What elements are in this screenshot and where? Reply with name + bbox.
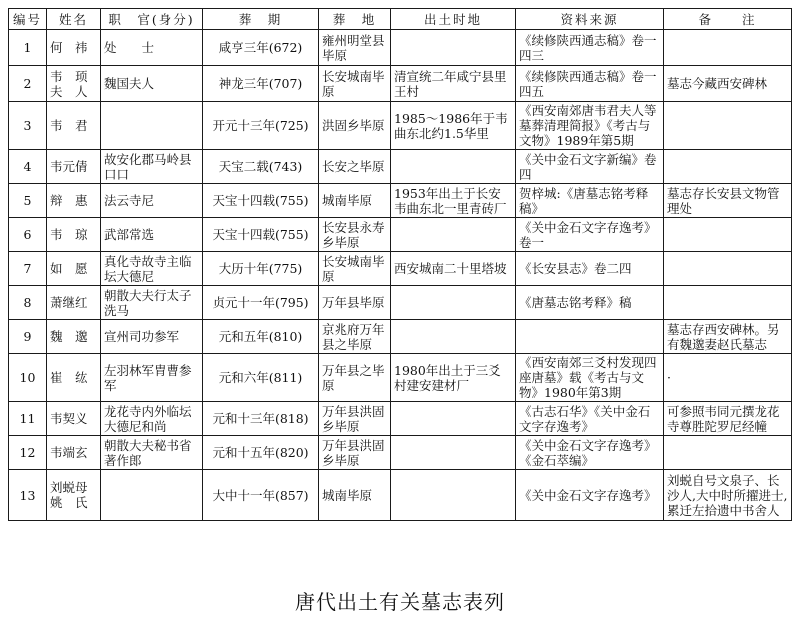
cell-source: 《西安南郊唐韦君夫人等墓葬清理简报》《考古与文物》1989年第5期 (516, 102, 664, 150)
cell-source: 《关中金石文字存逸考》 (516, 470, 664, 521)
cell-name: 崔 纮 (47, 354, 101, 402)
cell-source: 《关中金石文字存逸考》卷一 (516, 218, 664, 252)
table-row (9, 184, 792, 218)
cell-office: 宣州司功参军 (101, 320, 203, 354)
cell-office: 魏国夫人 (101, 66, 203, 102)
header-number: 编号 (9, 9, 47, 30)
cell-burial-date: 贞元十一年(795) (203, 286, 319, 320)
cell-burial-date: 元和十五年(820) (203, 436, 319, 470)
cell-burial-place: 京兆府万年县之毕原 (319, 320, 391, 354)
tomb-inscription-table (8, 8, 792, 521)
cell-office (101, 102, 203, 150)
cell-remarks (664, 286, 792, 320)
cell-burial-place: 万年县毕原 (319, 286, 391, 320)
cell-remarks (664, 218, 792, 252)
cell-remarks: · (664, 354, 792, 402)
cell-excavation: 1953年出土于长安韦曲东北一里青砖厂 (391, 184, 516, 218)
cell-excavation (391, 470, 516, 521)
cell-source: 《长安县志》卷二四 (516, 252, 664, 286)
table-row (9, 320, 792, 354)
cell-office: 朝散大夫行太子洗马 (101, 286, 203, 320)
cell-burial-place: 洪固乡毕原 (319, 102, 391, 150)
cell-burial-place: 长安城南毕原 (319, 66, 391, 102)
cell-number: 4 (9, 150, 47, 184)
table-caption: 唐代出土有关墓志表列 (295, 590, 505, 614)
table-row (9, 470, 792, 521)
cell-burial-place: 长安县永寿乡毕原 (319, 218, 391, 252)
cell-office: 武部常选 (101, 218, 203, 252)
cell-number: 10 (9, 354, 47, 402)
cell-number: 11 (9, 402, 47, 436)
cell-burial-date: 大中十一年(857) (203, 470, 319, 521)
cell-excavation: 1980年出土于三爻村建安建材厂 (391, 354, 516, 402)
cell-office: 左羽林军胄曹参军 (101, 354, 203, 402)
cell-excavation: 1985～1986年于韦曲东北约1.5华里 (391, 102, 516, 150)
table-body (9, 30, 792, 521)
cell-burial-place: 万年县之毕原 (319, 354, 391, 402)
cell-excavation (391, 436, 516, 470)
cell-number: 9 (9, 320, 47, 354)
cell-number: 7 (9, 252, 47, 286)
cell-office: 龙花寺内外临坛大德尼和尚 (101, 402, 203, 436)
cell-remarks: 刘蜕自号文泉子、长沙人,大中时所擢进士,累迁左拾遗中书舍人 (664, 470, 792, 521)
cell-source (516, 320, 664, 354)
cell-burial-date: 元和十三年(818) (203, 402, 319, 436)
table-row (9, 402, 792, 436)
cell-office: 处 士 (101, 30, 203, 66)
table-row (9, 354, 792, 402)
cell-name: 韦端玄 (47, 436, 101, 470)
cell-number: 5 (9, 184, 47, 218)
header-burial-place: 葬 地 (319, 9, 391, 30)
table-row (9, 102, 792, 150)
header-row (9, 9, 792, 30)
cell-burial-place: 万年县洪固乡毕原 (319, 436, 391, 470)
cell-remarks: 墓志今藏西安碑林 (664, 66, 792, 102)
cell-remarks (664, 252, 792, 286)
cell-burial-date: 元和六年(811) (203, 354, 319, 402)
cell-name: 韦 琼 (47, 218, 101, 252)
cell-office (101, 470, 203, 521)
cell-excavation (391, 150, 516, 184)
cell-burial-place: 雍州明堂县毕原 (319, 30, 391, 66)
cell-name: 刘蜕母姚 氏 (47, 470, 101, 521)
cell-name: 如 愿 (47, 252, 101, 286)
cell-burial-place: 长安城南毕原 (319, 252, 391, 286)
cell-burial-place: 城南毕原 (319, 184, 391, 218)
cell-remarks (664, 436, 792, 470)
cell-source: 《西安南郊三爻村发现四座唐墓》载《考古与文物》1980年第3期 (516, 354, 664, 402)
cell-remarks (664, 102, 792, 150)
cell-office: 真化寺故寺主临坛大德尼 (101, 252, 203, 286)
cell-office: 故安化郡马岭县口口 (101, 150, 203, 184)
table-row (9, 218, 792, 252)
cell-burial-date: 天宝十四载(755) (203, 184, 319, 218)
table-row (9, 286, 792, 320)
cell-name: 魏 邈 (47, 320, 101, 354)
header-excavation: 出土时地 (391, 9, 516, 30)
cell-name: 韦元倩 (47, 150, 101, 184)
cell-number: 2 (9, 66, 47, 102)
cell-remarks: 墓志存长安县文物管理处 (664, 184, 792, 218)
cell-number: 12 (9, 436, 47, 470)
cell-number: 1 (9, 30, 47, 66)
cell-name: 韦契义 (47, 402, 101, 436)
cell-name: 韦 顼夫 人 (47, 66, 101, 102)
cell-source: 贺梓城:《唐墓志铭考释稿》 (516, 184, 664, 218)
cell-excavation (391, 218, 516, 252)
cell-name: 萧继红 (47, 286, 101, 320)
cell-name: 何 祎 (47, 30, 101, 66)
cell-burial-date: 天宝二载(743) (203, 150, 319, 184)
cell-burial-place: 万年县洪固乡毕原 (319, 402, 391, 436)
cell-source: 《唐墓志铭考释》稿 (516, 286, 664, 320)
tomb-inscription-table-sheet (8, 8, 791, 521)
cell-burial-date: 神龙三年(707) (203, 66, 319, 102)
cell-name: 辩 惠 (47, 184, 101, 218)
cell-burial-place: 城南毕原 (319, 470, 391, 521)
header-remarks: 备 注 (664, 9, 792, 30)
cell-burial-place: 长安之毕原 (319, 150, 391, 184)
table-row (9, 436, 792, 470)
table-row (9, 30, 792, 66)
cell-burial-date: 咸亨三年(672) (203, 30, 319, 66)
cell-excavation (391, 320, 516, 354)
cell-number: 13 (9, 470, 47, 521)
cell-office: 朝散大夫秘书省著作郎 (101, 436, 203, 470)
cell-remarks: 可参照韦同元撰龙花寺尊胜陀罗尼经幢 (664, 402, 792, 436)
header-name: 姓名 (47, 9, 101, 30)
cell-source: 《续修陕西通志稿》卷一四三 (516, 30, 664, 66)
cell-office: 法云寺尼 (101, 184, 203, 218)
cell-source: 《关中金石文字新编》卷四 (516, 150, 664, 184)
cell-source: 《古志石华》《关中金石文字存逸考》 (516, 402, 664, 436)
header-office: 职 官(身分) (101, 9, 203, 30)
cell-number: 3 (9, 102, 47, 150)
cell-burial-date: 元和五年(810) (203, 320, 319, 354)
cell-source: 《关中金石文字存逸考》《金石萃编》 (516, 436, 664, 470)
cell-number: 8 (9, 286, 47, 320)
header-burial-date: 葬 期 (203, 9, 319, 30)
cell-excavation (391, 30, 516, 66)
cell-remarks: 墓志存西安碑林。另有魏邈妻赵氏墓志 (664, 320, 792, 354)
table-row (9, 66, 792, 102)
header-source: 资料来源 (516, 9, 664, 30)
cell-excavation: 西安城南二十里塔坡 (391, 252, 516, 286)
cell-burial-date: 大历十年(775) (203, 252, 319, 286)
table-row (9, 252, 792, 286)
cell-burial-date: 开元十三年(725) (203, 102, 319, 150)
cell-remarks (664, 150, 792, 184)
cell-burial-date: 天宝十四载(755) (203, 218, 319, 252)
cell-excavation (391, 402, 516, 436)
cell-name: 韦 君 (47, 102, 101, 150)
table-row (9, 150, 792, 184)
cell-excavation (391, 286, 516, 320)
cell-remarks (664, 30, 792, 66)
cell-number: 6 (9, 218, 47, 252)
cell-source: 《续修陕西通志稿》卷一四五 (516, 66, 664, 102)
cell-excavation: 清宣统二年咸宁县里王村 (391, 66, 516, 102)
